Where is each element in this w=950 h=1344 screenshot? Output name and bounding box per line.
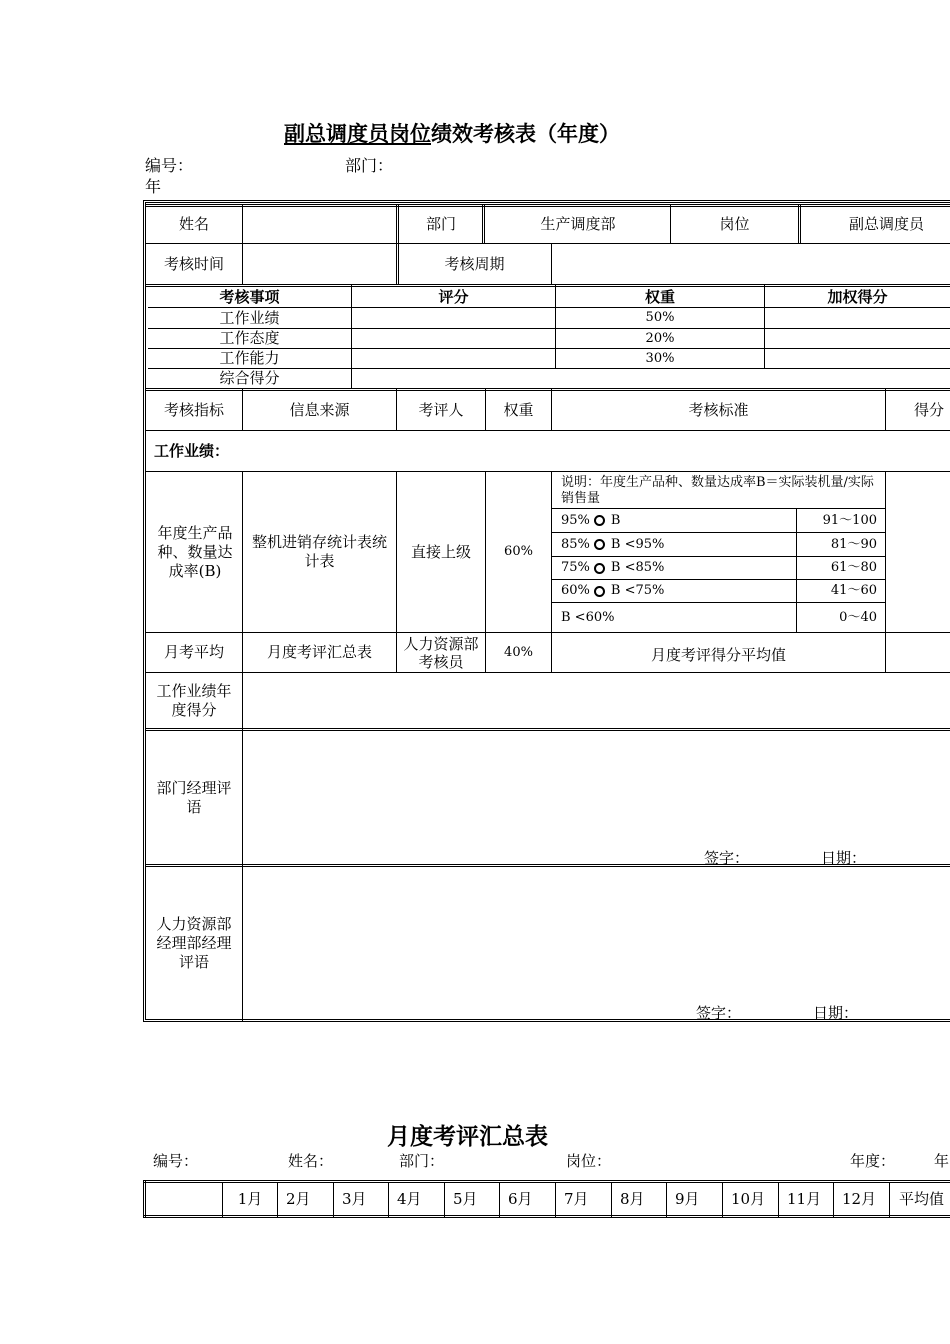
kpi1-level-score: 91～100 [822, 512, 877, 528]
kpi1-level-score: 41～60 [830, 583, 877, 598]
monthly-title: 月度考评汇总表 [387, 1123, 548, 1150]
month-11: 11月 [787, 1189, 822, 1208]
summary-row-weight: 20% [645, 330, 675, 346]
month-6: 6月 [508, 1189, 533, 1208]
month-3: 3月 [342, 1189, 367, 1208]
month-1: 1月 [237, 1189, 263, 1208]
monthly-average-label: 平均值 [899, 1189, 945, 1208]
form-title-underlined: 副总调度员岗位 [284, 121, 431, 146]
kpi2-rater: 人力资源部考核员 [403, 634, 479, 671]
month-2: 2月 [286, 1189, 311, 1208]
summary-row-item: 工作态度 [219, 329, 280, 347]
ind-col-standard: 考核标准 [688, 400, 749, 419]
kpi1-level-condition: 95% B [561, 512, 621, 528]
monthly-number-label: 编号： [153, 1152, 199, 1170]
name-field[interactable] [244, 205, 394, 243]
kpi1-source: 整机进销存统计表统计表 [251, 533, 387, 570]
kpi2-source: 月度考评汇总表 [266, 643, 372, 661]
kpi1-level-score: 0～40 [839, 609, 877, 625]
monthly-post-label: 岗位： [566, 1152, 612, 1170]
kpi1-level-condition: 85% B <95% [561, 536, 665, 552]
form-title [284, 118, 620, 148]
kpi2-name: 月考平均 [163, 643, 224, 661]
summary-col-item: 考核事项 [219, 287, 280, 306]
month-8: 8月 [620, 1189, 645, 1208]
ind-col-source: 信息来源 [289, 400, 350, 419]
month-7: 7月 [564, 1189, 589, 1208]
summary-col-weight: 权重 [644, 287, 675, 306]
year-label: 年 [145, 177, 162, 196]
form-title-rest: 绩效考核表（年度） [431, 121, 620, 146]
kpi1-level-condition: 75% B <85% [561, 560, 665, 575]
hr-sign-label: 签字： [696, 1004, 742, 1022]
summary-row-weight: 50% [645, 310, 675, 325]
circle-icon [594, 539, 605, 550]
ind-col-weight: 权重 [503, 400, 534, 419]
period-field[interactable] [553, 244, 950, 284]
manager-date-label: 日期： [821, 849, 867, 867]
kpi1-level-score: 81～90 [830, 536, 877, 552]
manager-comment-field[interactable] [243, 731, 950, 841]
kpi1-note: 说明：年度生产品种、数量达成率B＝实际装机量/实际销售量 [561, 475, 874, 506]
monthly-dept-label: 部门： [399, 1152, 445, 1170]
monthly-year-suffix: 年 [934, 1152, 950, 1170]
kpi2-weight: 40% [504, 644, 533, 660]
hr-date-label: 日期： [813, 1004, 859, 1022]
manager-comment-label: 部门经理评语 [156, 778, 232, 816]
kpi1-rater: 直接上级 [410, 542, 471, 561]
ind-col-rater: 考评人 [418, 400, 464, 419]
kpi2-standard: 月度考评得分平均值 [650, 646, 786, 664]
name-label: 姓名 [178, 214, 209, 233]
section-performance-label: 工作业绩： [154, 441, 230, 460]
post-value: 副总调度员 [848, 214, 924, 233]
circle-icon [594, 515, 605, 526]
summary-row-weight: 30% [645, 350, 675, 366]
month-10: 10月 [731, 1189, 766, 1208]
annual-score-field[interactable] [243, 673, 950, 728]
dept-label: 部门： [345, 156, 394, 175]
annual-score-label: 工作业绩年度得分 [156, 681, 232, 719]
hr-comment-label: 人力资源部经理部经理评语 [156, 915, 232, 971]
manager-sign-label: 签字： [704, 849, 750, 867]
kpi1-level-condition: 60% B <75% [561, 583, 665, 598]
kpi1-level-score: 61～80 [830, 560, 877, 575]
period-label: 考核周期 [444, 254, 505, 273]
kpi1-weight: 60% [504, 544, 533, 559]
kpi1-level-condition: B <60% [561, 609, 615, 625]
summary-row-item: 工作能力 [219, 349, 280, 367]
time-label: 考核时间 [163, 254, 224, 273]
ind-col-indicator: 考核指标 [163, 400, 224, 419]
ind-col-score: 得分 [913, 400, 944, 419]
monthly-name-label: 姓名： [288, 1152, 334, 1170]
number-label: 编号： [145, 156, 194, 175]
month-12: 12月 [842, 1189, 877, 1208]
circle-icon [594, 586, 605, 597]
hr-comment-field[interactable] [243, 867, 950, 997]
month-5: 5月 [453, 1189, 478, 1208]
circle-icon [594, 563, 605, 574]
dept-header-label: 部门 [425, 214, 456, 233]
summary-row-item: 工作业绩 [219, 308, 280, 327]
time-field[interactable] [244, 244, 396, 284]
post-label: 岗位 [719, 214, 750, 233]
month-4: 4月 [397, 1189, 422, 1208]
kpi1-name: 年度生产品种、数量达成率(B) [157, 523, 233, 580]
summary-col-weighted: 加权得分 [827, 287, 888, 306]
summary-col-score: 评分 [438, 287, 469, 306]
monthly-year-label: 年度： [850, 1152, 896, 1170]
dept-value: 生产调度部 [540, 214, 616, 233]
month-9: 9月 [675, 1189, 700, 1208]
summary-total-label: 综合得分 [219, 369, 280, 387]
